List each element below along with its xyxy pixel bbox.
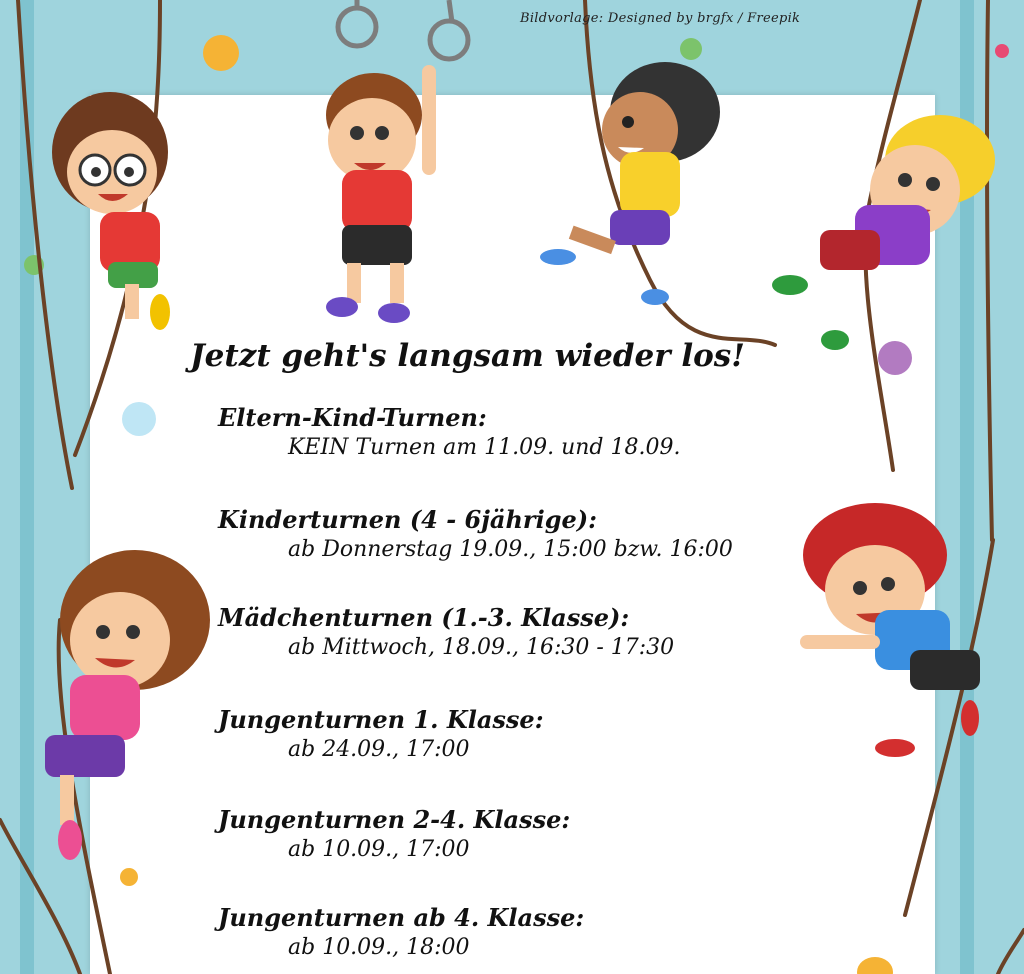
schedule-detail: ab 10.09., 18:00 bbox=[288, 935, 470, 960]
schedule-item bbox=[218, 805, 570, 865]
boy-on-rings-icon bbox=[312, 45, 462, 330]
schedule-detail: ab Donnerstag 19.09., 15:00 bzw. 16:00 bbox=[288, 537, 733, 562]
girl-climbing-rope-icon bbox=[40, 62, 200, 332]
boy-climbing-rope-icon bbox=[540, 52, 740, 322]
schedule-item bbox=[218, 403, 680, 463]
schedule-title: Eltern-Kind-Turnen: bbox=[218, 403, 487, 432]
boy-with-cap-climbing-icon bbox=[765, 110, 1015, 360]
schedule-title: Jungenturnen ab 4. Klasse: bbox=[218, 903, 585, 932]
girl-climbing-rope-lower-icon bbox=[25, 540, 210, 870]
page-title: Jetzt geht's langsam wieder los! bbox=[190, 338, 745, 374]
image-credit: Bildvorlage: Designed by brgfx / Freepik bbox=[520, 11, 801, 26]
schedule-detail: KEIN Turnen am 11.09. und 18.09. bbox=[288, 435, 681, 460]
boy-waving-on-rope-icon bbox=[800, 500, 1010, 760]
schedule-title: Mädchenturnen (1.-3. Klasse): bbox=[218, 603, 630, 632]
schedule-detail: ab 10.09., 17:00 bbox=[288, 837, 470, 862]
schedule-detail: ab Mittwoch, 18.09., 16:30 - 17:30 bbox=[288, 635, 675, 660]
schedule-item bbox=[218, 505, 733, 565]
schedule-item bbox=[218, 705, 544, 765]
schedule-item bbox=[218, 603, 674, 663]
schedule-detail: ab 24.09., 17:00 bbox=[288, 737, 470, 762]
schedule-item bbox=[218, 903, 584, 963]
schedule-title: Kinderturnen (4 - 6jährige): bbox=[218, 505, 597, 534]
schedule-title: Jungenturnen 1. Klasse: bbox=[218, 705, 544, 734]
schedule-title: Jungenturnen 2-4. Klasse: bbox=[218, 805, 571, 834]
